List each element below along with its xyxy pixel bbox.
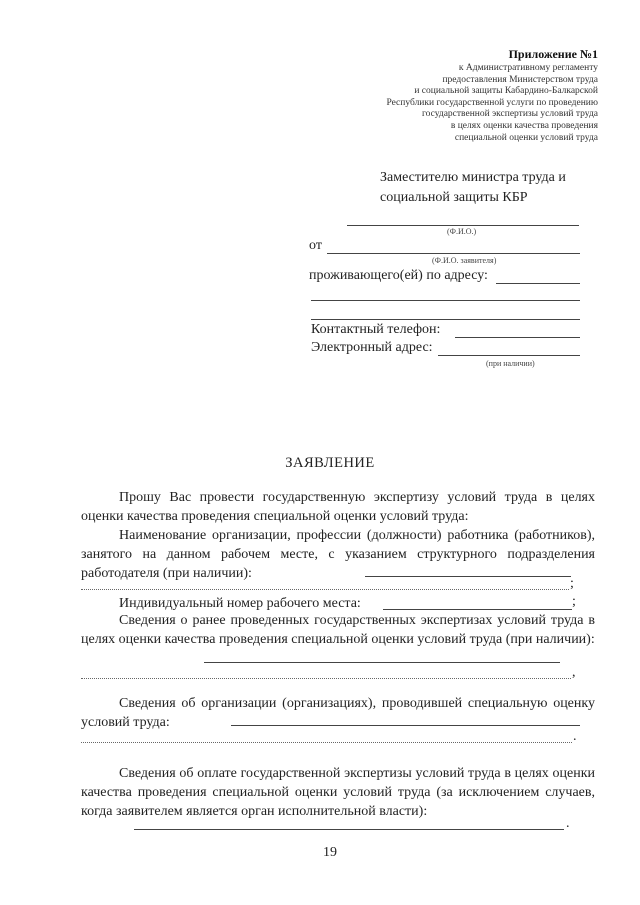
organization-end-mark: ; — [570, 576, 574, 591]
paragraph-assessing-organization-text: Сведения об организации (организациях), проводившей специальную оценку условий труда: — [81, 696, 595, 730]
address-field-line-2[interactable] — [311, 300, 580, 301]
assessing-organization-field-line-2[interactable] — [81, 742, 572, 743]
appendix-line: в целях оценки качества проведения — [450, 120, 598, 131]
paragraph-assessing-organization — [81, 694, 595, 732]
appendix-line: специальной оценки условий труда — [454, 132, 598, 143]
workplace-number-field[interactable] — [383, 609, 572, 610]
organization-field[interactable] — [365, 576, 571, 577]
paragraph-request-text: Прошу Вас провести государственную экспертизу условий труда в целях оценки качества проведения специальной оценки условий труда: — [81, 490, 595, 524]
paragraph-organization — [81, 526, 595, 583]
organization-field-line-2[interactable] — [81, 589, 569, 590]
addressee-line-1: Заместителю министра труда и — [380, 170, 566, 185]
address-label: проживающего(ей) по адресу: — [309, 268, 488, 283]
previous-expertise-field-line-2[interactable] — [81, 678, 571, 679]
addressee-line-2: социальной защиты КБР — [380, 190, 528, 205]
payment-field[interactable] — [134, 829, 564, 830]
assessing-organization-end-mark: . — [573, 729, 577, 744]
previous-expertise-field[interactable] — [204, 662, 560, 663]
paragraph-request — [81, 488, 595, 526]
statement-title: ЗАЯВЛЕНИЕ — [285, 455, 375, 471]
appendix-line: Республики государственной услуги по проведению — [386, 97, 598, 108]
paragraph-previous-expertise-text: Сведения о ранее проведенных государственных экспертизах условий труда в целях оценки качества проведения специальной оценки условий труда (при наличии): — [81, 613, 595, 647]
page-number: 19 — [323, 845, 337, 860]
appendix-title: Приложение №1 — [508, 47, 598, 61]
paragraph-organization-text: Наименование организации, профессии (должности) работника (работников), занятого на данном рабочем месте, с указанием структурного подразделения работодателя (при наличии): — [81, 528, 595, 581]
assessing-organization-field[interactable] — [231, 725, 580, 726]
official-fio-field[interactable] — [347, 225, 579, 226]
official-fio-hint: (Ф.И.О.) — [447, 227, 477, 236]
addressee-block — [380, 168, 566, 208]
appendix-line: государственной экспертизы условий труда — [421, 109, 598, 120]
paragraph-previous-expertise — [81, 611, 595, 649]
address-field[interactable] — [496, 283, 580, 284]
appendix-line: к Административному регламенту — [458, 63, 598, 73]
email-field[interactable] — [438, 355, 580, 356]
payment-end-mark: . — [566, 816, 570, 831]
phone-label: Контактный телефон: — [311, 322, 441, 337]
appendix-line: предоставления Министерством труда — [442, 74, 598, 85]
from-label: от — [309, 238, 322, 253]
appendix-header — [298, 46, 598, 144]
appendix-line: и социальной защиты Кабардино-Балкарской — [414, 86, 598, 97]
phone-field[interactable] — [455, 337, 580, 338]
applicant-fio-hint: (Ф.И.О. заявителя) — [432, 256, 497, 265]
paragraph-workplace-number-text: Индивидуальный номер рабочего места: — [119, 596, 361, 611]
paragraph-payment — [81, 764, 595, 821]
paragraph-payment-text: Сведения об оплате государственной экспертизы условий труда в целях оценки качества проведения специальной оценки условий труда (за исключением случаев, когда заявителем является орган исполнительной власти): — [81, 766, 595, 819]
address-field-line-3[interactable] — [311, 319, 580, 320]
previous-expertise-end-mark: , — [572, 665, 576, 680]
email-label: Электронный адрес: — [311, 340, 433, 355]
email-hint: (при наличии) — [486, 359, 535, 368]
applicant-fio-field[interactable] — [327, 253, 580, 254]
workplace-number-end-mark: ; — [572, 594, 576, 609]
